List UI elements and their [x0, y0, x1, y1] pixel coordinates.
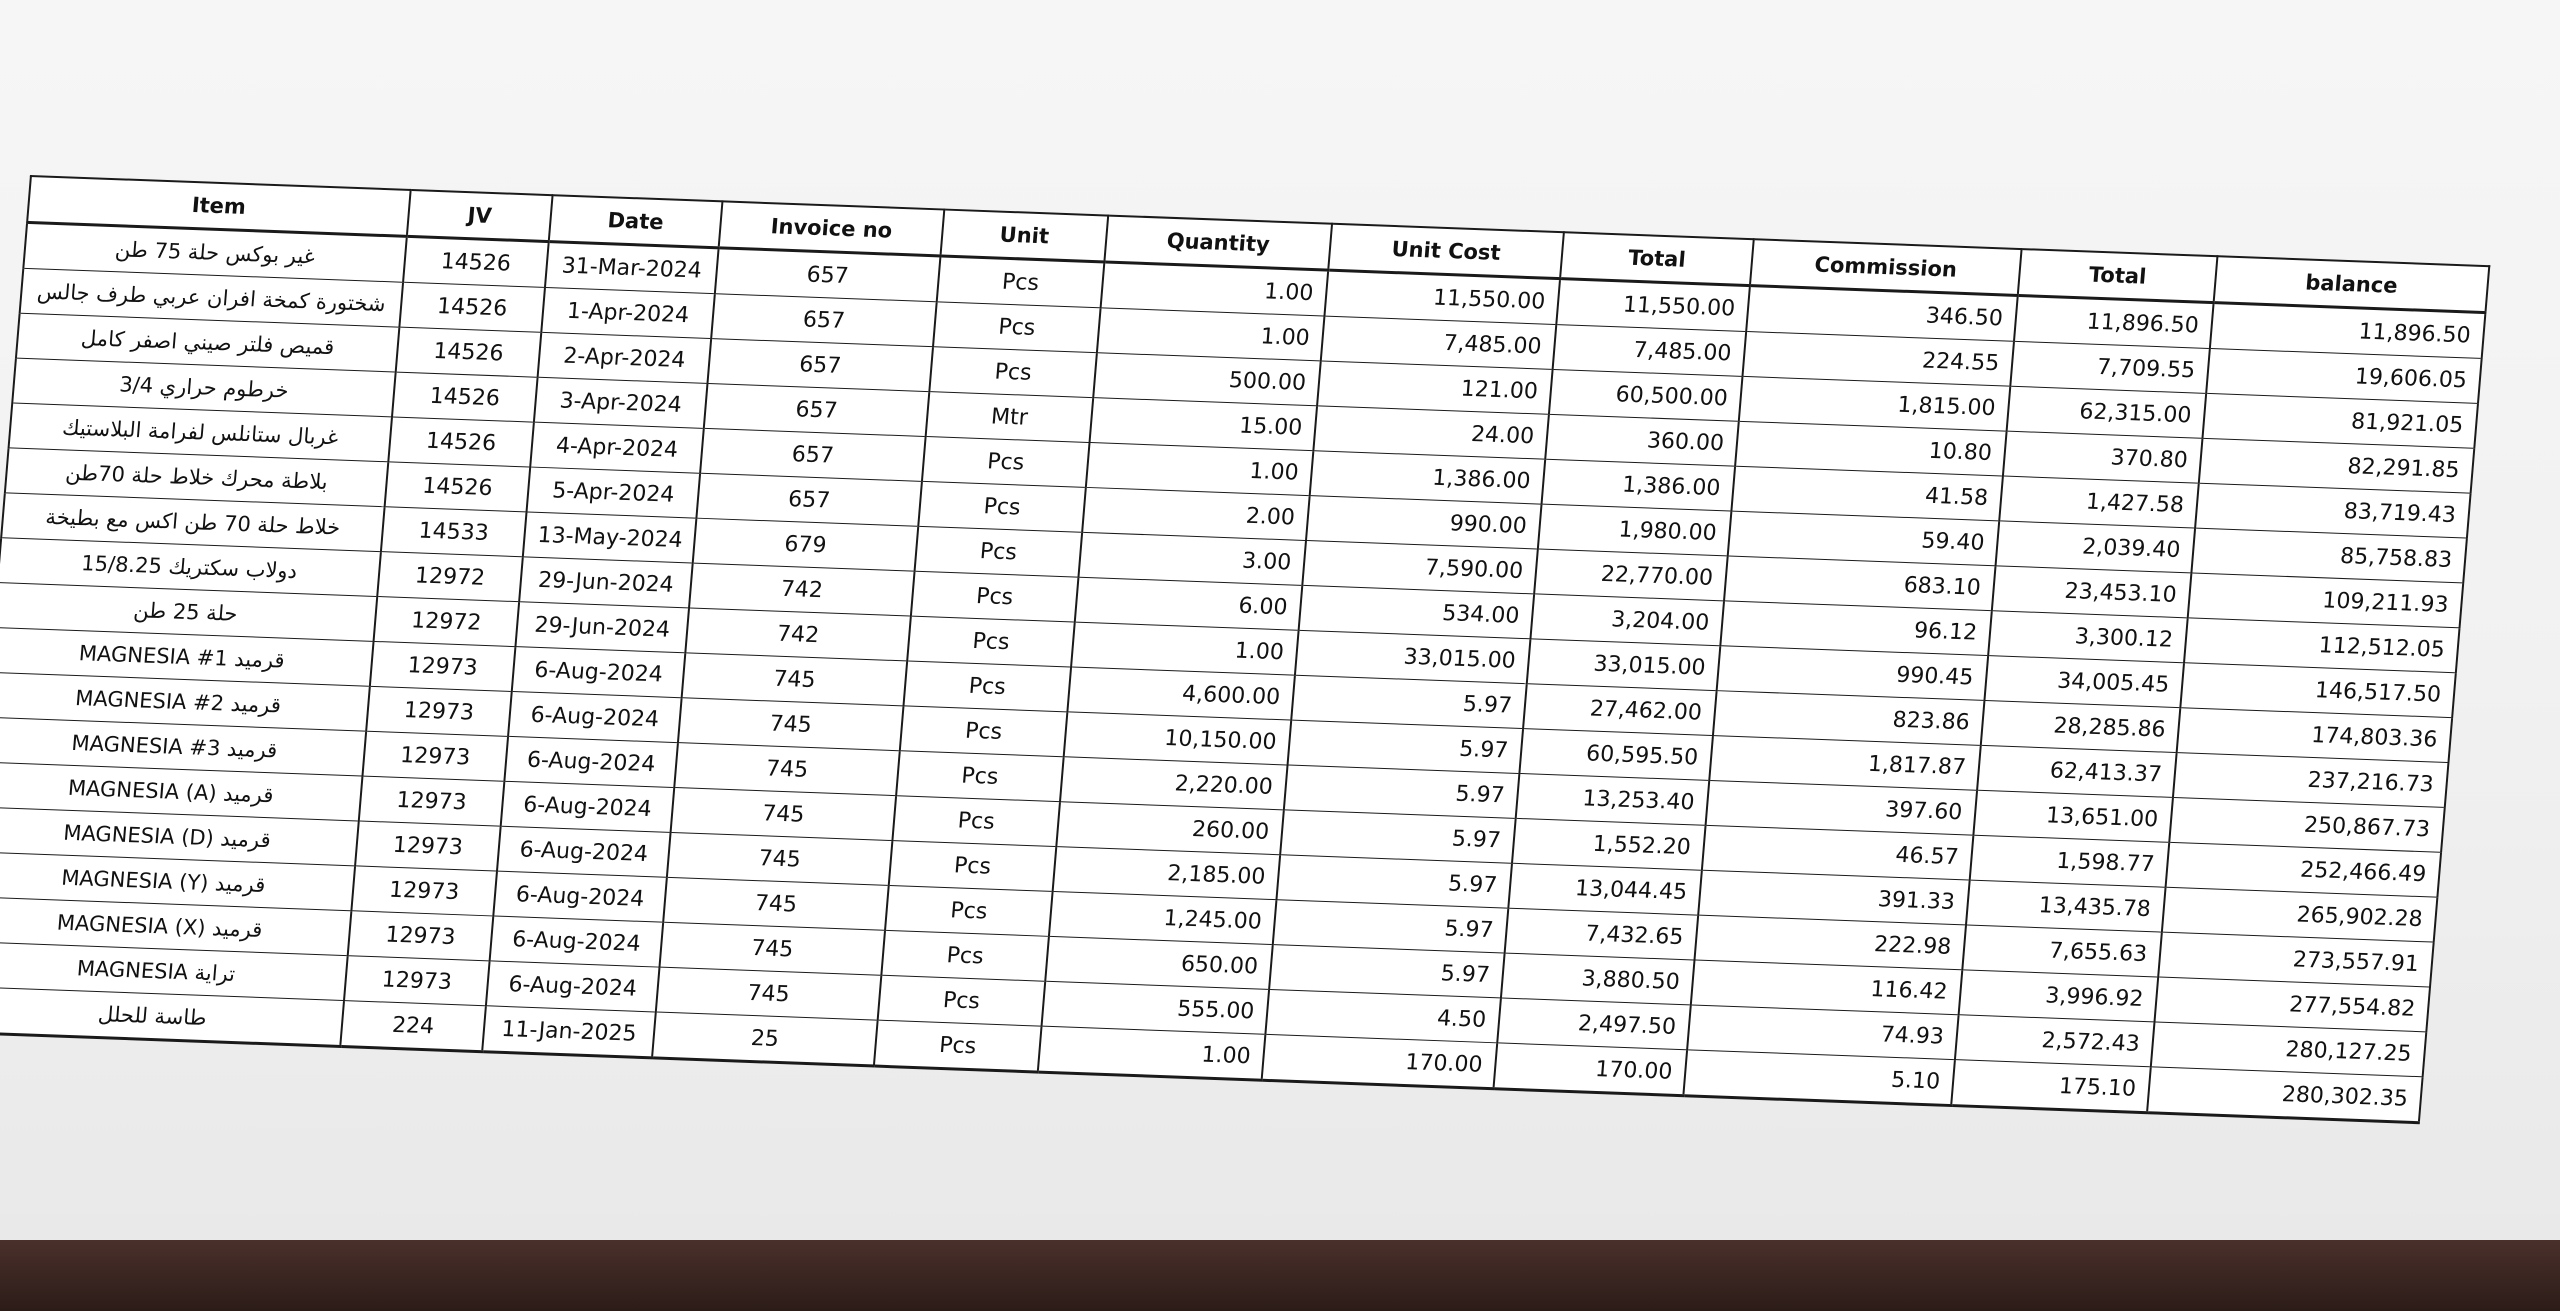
- cell-unit-cost: 5.97: [1288, 720, 1524, 773]
- cell-total-with-commission: 3,996.92: [1959, 970, 2159, 1022]
- cell-jv: 14533: [381, 507, 527, 557]
- cell-balance: 280,302.35: [2147, 1067, 2423, 1123]
- header-total: Total: [1560, 232, 1754, 285]
- cell-jv: 14526: [399, 282, 545, 332]
- cell-balance: 83,719.43: [2195, 483, 2471, 538]
- cell-commission: 5.10: [1683, 1050, 1955, 1106]
- cell-jv: 12973: [355, 821, 501, 871]
- cell-unit-cost: 990.00: [1306, 496, 1542, 549]
- cell-jv: 12973: [362, 731, 508, 781]
- cell-jv: 12973: [344, 956, 490, 1006]
- cell-quantity: 3.00: [1078, 532, 1306, 585]
- cell-balance: 82,291.85: [2199, 438, 2475, 493]
- cell-unit: Pcs: [874, 1020, 1042, 1072]
- cell-quantity: 650.00: [1045, 936, 1273, 989]
- cell-jv: 14526: [392, 372, 538, 422]
- cell-total-with-commission: 2,039.40: [1996, 521, 2196, 573]
- cell-balance: 250,867.73: [2169, 797, 2445, 852]
- cell-item: بلاطة محرك خلاط حلة 70طن: [5, 448, 388, 507]
- cell-quantity: 2.00: [1082, 487, 1310, 540]
- cell-total: 13,044.45: [1508, 863, 1702, 915]
- cell-balance: 85,758.83: [2191, 528, 2467, 583]
- cell-unit-cost: 11,550.00: [1324, 270, 1560, 324]
- cell-item: غربال ستانلس لفرامة البلاستيك: [9, 403, 392, 462]
- cell-commission: 1,815.00: [1739, 376, 2011, 431]
- cell-unit: Pcs: [922, 436, 1090, 487]
- cell-commission: 74.93: [1687, 1005, 1959, 1060]
- cell-item: غير بوكس حلة 75 طن: [23, 222, 407, 282]
- cell-total: 7,485.00: [1553, 325, 1747, 377]
- cell-unit: Pcs: [929, 347, 1097, 398]
- cell-total-with-commission: 2,572.43: [1955, 1015, 2155, 1067]
- cell-commission: 346.50: [1746, 286, 2018, 342]
- cell-item: قميص فلتر صيني اصفر كامل: [16, 313, 399, 372]
- header-quantity: Quantity: [1104, 216, 1332, 271]
- cell-commission: 391.33: [1698, 870, 1970, 925]
- cell-commission: 823.86: [1713, 691, 1985, 746]
- cell-balance: 146,517.50: [2180, 663, 2456, 718]
- cell-total-with-commission: 7,709.55: [2010, 341, 2210, 393]
- cell-total: 1,552.20: [1512, 818, 1706, 870]
- cell-total-with-commission: 11,896.50: [2014, 295, 2214, 348]
- cell-balance: 174,803.36: [2177, 708, 2453, 763]
- cell-commission: 41.58: [1731, 466, 2003, 521]
- cell-total: 1,386.00: [1542, 459, 1736, 511]
- cell-unit-cost: 5.97: [1276, 855, 1512, 908]
- header-item: Item: [27, 176, 411, 236]
- cell-total: 33,015.00: [1527, 639, 1721, 691]
- cell-total-with-commission: 62,315.00: [2007, 386, 2207, 438]
- cell-balance: 277,554.82: [2154, 977, 2430, 1032]
- cell-jv: 224: [340, 1001, 486, 1052]
- cell-total: 1,980.00: [1538, 504, 1732, 556]
- cell-unit: Pcs: [881, 930, 1049, 981]
- cell-total-with-commission: 28,285.86: [1981, 700, 2181, 752]
- cell-quantity: 1,245.00: [1049, 891, 1277, 944]
- cell-total-with-commission: 1,598.77: [1970, 835, 2170, 887]
- cell-date: 6-Aug-2024: [497, 826, 671, 877]
- cell-unit-cost: 5.97: [1280, 810, 1516, 863]
- cell-total: 60,500.00: [1549, 369, 1743, 421]
- cell-invoice-no: 745: [682, 653, 908, 706]
- cell-balance: 280,127.25: [2151, 1022, 2427, 1077]
- cell-date: 29-Jun-2024: [519, 557, 693, 608]
- cell-invoice-no: 657: [696, 473, 922, 526]
- cell-total-with-commission: 62,413.37: [1977, 745, 2177, 797]
- cell-item: قرميد MAGNESIA #1: [0, 627, 374, 686]
- cell-total: 3,880.50: [1501, 953, 1695, 1005]
- cell-unit-cost: 24.00: [1313, 406, 1549, 459]
- header-total-with-commission: Total: [2018, 249, 2218, 303]
- cell-unit-cost: 121.00: [1317, 361, 1553, 414]
- cell-unit: Pcs: [892, 796, 1060, 847]
- cell-total-with-commission: 23,453.10: [1992, 566, 2192, 618]
- cell-commission: 224.55: [1742, 331, 2014, 386]
- cell-balance: 11,896.50: [2210, 303, 2486, 359]
- cell-item: تراية MAGNESIA: [0, 942, 348, 1001]
- cell-balance: 109,211.93: [2188, 573, 2464, 628]
- cell-jv: 14526: [396, 327, 542, 377]
- header-unit: Unit: [940, 210, 1108, 262]
- cell-balance: 273,557.91: [2158, 932, 2434, 987]
- cell-total-with-commission: 175.10: [1951, 1060, 2151, 1113]
- cell-balance: 265,902.28: [2162, 887, 2438, 942]
- cell-unit: Pcs: [907, 616, 1075, 667]
- cell-total-with-commission: 34,005.45: [1984, 656, 2184, 708]
- cell-quantity: 10,150.00: [1064, 712, 1292, 765]
- cell-quantity: 15.00: [1090, 398, 1318, 451]
- invoice-ledger-table: [0, 175, 2490, 1124]
- cell-commission: 683.10: [1724, 556, 1996, 611]
- cell-date: 6-Aug-2024: [508, 692, 682, 743]
- cell-item: حلة 25 طن: [0, 583, 377, 642]
- cell-unit-cost: 5.97: [1269, 945, 1505, 998]
- cell-date: 31-Mar-2024: [545, 242, 719, 294]
- cell-invoice-no: 657: [715, 248, 941, 302]
- cell-invoice-no: 679: [693, 518, 919, 571]
- cell-unit-cost: 7,485.00: [1321, 316, 1557, 369]
- cell-invoice-no: 742: [685, 608, 911, 661]
- cell-commission: 222.98: [1694, 915, 1966, 970]
- cell-invoice-no: 745: [659, 922, 885, 975]
- header-date: Date: [549, 195, 723, 248]
- cell-unit: Pcs: [915, 526, 1083, 577]
- cell-commission: 397.60: [1706, 780, 1978, 835]
- cell-unit-cost: 4.50: [1265, 989, 1501, 1042]
- cell-commission: 96.12: [1720, 601, 1992, 656]
- cell-invoice-no: 25: [652, 1012, 878, 1066]
- cell-total-with-commission: 13,651.00: [1973, 790, 2173, 842]
- cell-date: 3-Apr-2024: [534, 377, 708, 428]
- cell-item: قرميد MAGNESIA #2: [0, 672, 370, 731]
- cell-date: 1-Apr-2024: [541, 287, 715, 338]
- header-invoice-no: Invoice no: [719, 201, 945, 256]
- printed-table-area: [0, 175, 2488, 1124]
- cell-quantity: 2,185.00: [1053, 847, 1281, 900]
- cell-total: 13,253.40: [1516, 773, 1710, 825]
- cell-commission: 46.57: [1702, 825, 1974, 880]
- cell-date: 13-May-2024: [523, 512, 697, 563]
- cell-invoice-no: 745: [678, 698, 904, 751]
- cell-total-with-commission: 13,435.78: [1966, 880, 2166, 932]
- cell-date: 6-Aug-2024: [490, 916, 664, 967]
- cell-quantity: 500.00: [1093, 353, 1321, 406]
- desk-surface: [0, 1240, 2560, 1311]
- cell-unit: Pcs: [903, 661, 1071, 712]
- cell-total-with-commission: 1,427.58: [1999, 476, 2199, 528]
- cell-item: قرميد MAGNESIA (A): [0, 762, 362, 821]
- cell-date: 6-Aug-2024: [493, 871, 667, 922]
- cell-invoice-no: 745: [667, 832, 893, 885]
- cell-commission: 116.42: [1691, 960, 1963, 1015]
- header-jv: JV: [407, 190, 553, 242]
- cell-total: 2,497.50: [1497, 998, 1691, 1050]
- cell-total: 11,550.00: [1556, 279, 1750, 332]
- cell-jv: 12973: [351, 866, 497, 916]
- cell-date: 29-Jun-2024: [515, 602, 689, 653]
- cell-unit: Pcs: [918, 481, 1086, 532]
- cell-total-with-commission: 3,300.12: [1988, 611, 2188, 663]
- cell-item: خلاط حلة 70 طن اكس مع بطيخة: [1, 493, 384, 552]
- cell-balance: 19,606.05: [2206, 348, 2482, 403]
- cell-invoice-no: 657: [707, 339, 933, 392]
- cell-quantity: 1.00: [1038, 1026, 1266, 1080]
- cell-invoice-no: 657: [711, 294, 937, 347]
- cell-invoice-no: 657: [704, 383, 930, 436]
- cell-commission: 1,817.87: [1709, 736, 1981, 791]
- cell-jv: 12973: [366, 686, 512, 736]
- cell-total: 60,595.50: [1519, 729, 1713, 781]
- cell-balance: 237,216.73: [2173, 753, 2449, 808]
- cell-unit: Pcs: [911, 571, 1079, 622]
- cell-jv: 14526: [385, 462, 531, 512]
- cell-commission: 59.40: [1728, 511, 2000, 566]
- cell-balance: 252,466.49: [2166, 842, 2442, 897]
- cell-unit-cost: 7,590.00: [1302, 541, 1538, 594]
- cell-date: 2-Apr-2024: [538, 332, 712, 383]
- header-unit-cost: Unit Cost: [1328, 224, 1564, 279]
- cell-unit-cost: 5.97: [1273, 900, 1509, 953]
- cell-date: 6-Aug-2024: [512, 647, 686, 698]
- cell-balance: 112,512.05: [2184, 618, 2460, 673]
- cell-invoice-no: 745: [663, 877, 889, 930]
- cell-jv: 12972: [374, 597, 520, 647]
- cell-invoice-no: 745: [674, 743, 900, 796]
- cell-total: 170.00: [1493, 1043, 1687, 1096]
- cell-unit: Mtr: [926, 392, 1094, 443]
- cell-quantity: 4,600.00: [1067, 667, 1295, 720]
- cell-jv: 12973: [348, 911, 494, 961]
- cell-item: طاسة للحلل: [0, 987, 344, 1047]
- cell-unit: Pcs: [878, 975, 1046, 1026]
- cell-invoice-no: 742: [689, 563, 915, 616]
- cell-unit-cost: 5.97: [1291, 675, 1527, 728]
- cell-date: 6-Aug-2024: [501, 781, 675, 832]
- cell-unit: Pcs: [896, 751, 1064, 802]
- cell-unit-cost: 1,386.00: [1310, 451, 1546, 504]
- cell-unit: Pcs: [937, 256, 1105, 308]
- cell-quantity: 1.00: [1071, 622, 1299, 675]
- cell-date: 11-Jan-2025: [482, 1006, 656, 1058]
- cell-total: 3,204.00: [1530, 594, 1724, 646]
- cell-unit-cost: 534.00: [1299, 585, 1535, 638]
- cell-jv: 14526: [388, 417, 534, 467]
- cell-invoice-no: 745: [656, 967, 882, 1020]
- cell-unit: Pcs: [885, 885, 1053, 936]
- cell-quantity: 1.00: [1101, 262, 1329, 316]
- cell-invoice-no: 745: [671, 788, 897, 841]
- header-balance: balance: [2214, 256, 2490, 312]
- cell-total-with-commission: 7,655.63: [1962, 925, 2162, 977]
- cell-unit: Pcs: [900, 706, 1068, 757]
- cell-commission: 10.80: [1735, 421, 2007, 476]
- cell-item: قرميد MAGNESIA (Y): [0, 852, 355, 911]
- cell-item: قرميد MAGNESIA (X): [0, 897, 351, 956]
- cell-total: 7,432.65: [1505, 908, 1699, 960]
- cell-quantity: 260.00: [1056, 802, 1284, 855]
- cell-total: 27,462.00: [1523, 684, 1717, 736]
- cell-date: 6-Aug-2024: [486, 961, 660, 1012]
- cell-quantity: 2,220.00: [1060, 757, 1288, 810]
- cell-unit-cost: 33,015.00: [1295, 630, 1531, 683]
- cell-unit: Pcs: [933, 302, 1101, 353]
- cell-quantity: 1.00: [1097, 308, 1325, 361]
- cell-date: 4-Apr-2024: [530, 422, 704, 473]
- cell-item: شختورة كمخة افران عربي طرف جالس: [20, 268, 403, 327]
- cell-item: قرميد MAGNESIA #3: [0, 717, 366, 776]
- cell-quantity: 555.00: [1042, 981, 1270, 1034]
- cell-jv: 12973: [359, 776, 505, 826]
- cell-jv: 14526: [403, 236, 549, 287]
- cell-unit-cost: 5.97: [1284, 765, 1520, 818]
- cell-balance: 81,921.05: [2202, 393, 2478, 448]
- cell-invoice-no: 657: [700, 428, 926, 481]
- cell-jv: 12973: [370, 641, 516, 691]
- cell-date: 6-Aug-2024: [504, 736, 678, 787]
- table-body: [0, 222, 2485, 1122]
- cell-quantity: 1.00: [1086, 443, 1314, 496]
- cell-item: دولاب سكتريك 15/8.25: [0, 538, 381, 597]
- cell-total: 22,770.00: [1534, 549, 1728, 601]
- cell-date: 5-Apr-2024: [527, 467, 701, 518]
- header-commission: Commission: [1750, 239, 2022, 295]
- cell-quantity: 6.00: [1075, 577, 1303, 630]
- cell-item: قرميد MAGNESIA (D): [0, 807, 359, 866]
- cell-jv: 12972: [377, 552, 523, 602]
- cell-unit-cost: 170.00: [1262, 1034, 1498, 1088]
- cell-unit: Pcs: [889, 841, 1057, 892]
- cell-total-with-commission: 370.80: [2003, 431, 2203, 483]
- cell-total: 360.00: [1545, 414, 1739, 466]
- cell-item: خرطوم حراري 3/4: [12, 358, 395, 417]
- cell-commission: 990.45: [1717, 646, 1989, 701]
